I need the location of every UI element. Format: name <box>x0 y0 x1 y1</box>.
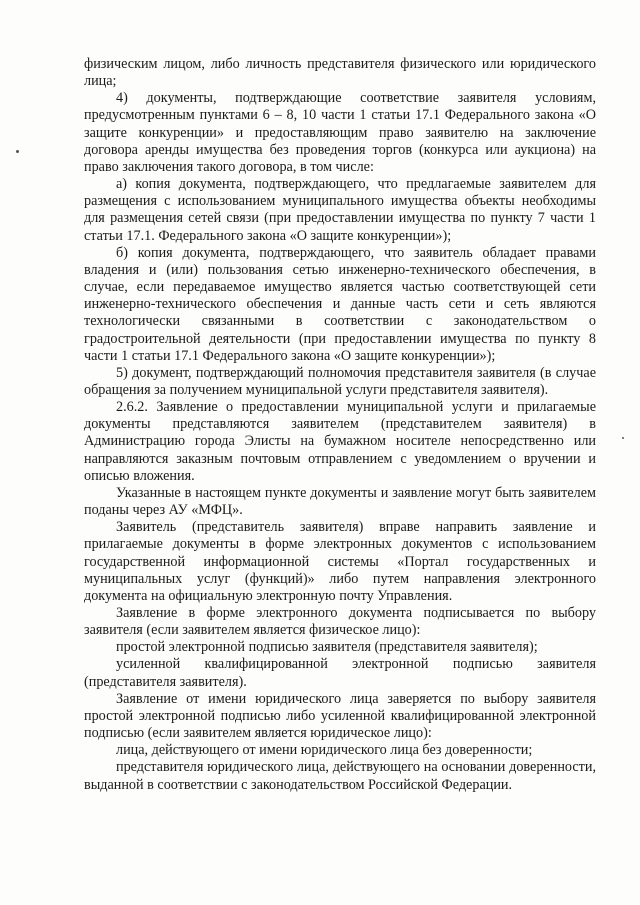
paragraph: усиленной квалифицированной электронной подписью заявителя (представителя заявителя). <box>84 656 596 690</box>
paragraph: простой электронной подписью заявителя (представителя заявителя); <box>116 639 538 656</box>
paragraph: б) копия документа, подтверждающего, что заявитель обладает правами владения и (или) пользования сетью инженерно-технического обеспечения, в случае, если передаваемое имущество является частью соответствующей сети инженерно-технического обеспечения и данные часть сети и сеть являются технологически связанными в соответствии с законодательством о градостроительной деятельности (при предоставлении имущества по пункту 8 части 1 статьи 17.1 Федерального закона «О защите конкуренции»); <box>84 244 596 364</box>
scan-speck <box>16 150 19 153</box>
paragraph: Указанные в настоящем пункте документы и заявление могут быть заявителем поданы через АУ «МФЦ». <box>84 484 596 519</box>
paragraph: 4) документы, подтверждающие соответствие заявителя условиям, предусмотренным пунктами 6 – 8, 10 части 1 статьи 17.1 Федерального закона «О защите конкуренции» и предоставляющим право заявителю на заключение договора аренды имущества без проведения торгов (конкурса или аукциона) на право заключения такого договора, в том числе: <box>84 90 596 175</box>
paragraph: Заявление в форме электронного документа подписывается по выбору заявителя (если заявителем является физическое лицо): <box>84 605 596 639</box>
paragraph: 5) документ, подтверждающий полномочия представителя заявителя (в случае обращения за получением муниципальной услуги представителя заявителя). <box>84 364 596 398</box>
paragraph: физическим лицом, либо личность представителя физического или юридического лица; <box>84 56 596 90</box>
paragraph: а) копия документа, подтверждающего, что предлагаемые заявителем для размещения с использованием муниципального имущества объекты необходимы для размещения сетей связи (при предоставлении имущества по пункту 7 части 1 статьи 17.1. Федерального закона «О защите конкуренции»); <box>84 176 596 244</box>
paragraph: Заявитель (представитель заявителя) вправе направить заявление и прилагаемые документы в форме электронных документов с использованием государственной информационной системы «Портал государственных и муниципальных услуг (функций)» либо путем направления электронного документа на официальную электронную почту Управления. <box>84 519 596 604</box>
paragraph: 2.6.2. Заявление о предоставлении муниципальной услуги и прилагаемые документы представляются заявителем (представителем заявителя) в Администрацию города Элисты на бумажном носителе непосредственно или направляются заказным почтовым отправлением с уведомлением о вручении и описью вложения. <box>84 399 596 484</box>
paragraph: лица, действующего от имени юридического лица без доверенности; <box>116 742 533 759</box>
document-page <box>84 56 596 794</box>
paragraph: представителя юридического лица, действующего на основании доверенности, выданной в соответствии с законодательством Российской Федерации. <box>84 759 596 793</box>
paragraph: Заявление от имени юридического лица заверяется по выбору заявителя простой электронной подписью либо усиленной квалифицированной электронной подписью (если заявителем является юридическое лицо): <box>84 690 596 742</box>
scan-speck <box>622 437 624 439</box>
